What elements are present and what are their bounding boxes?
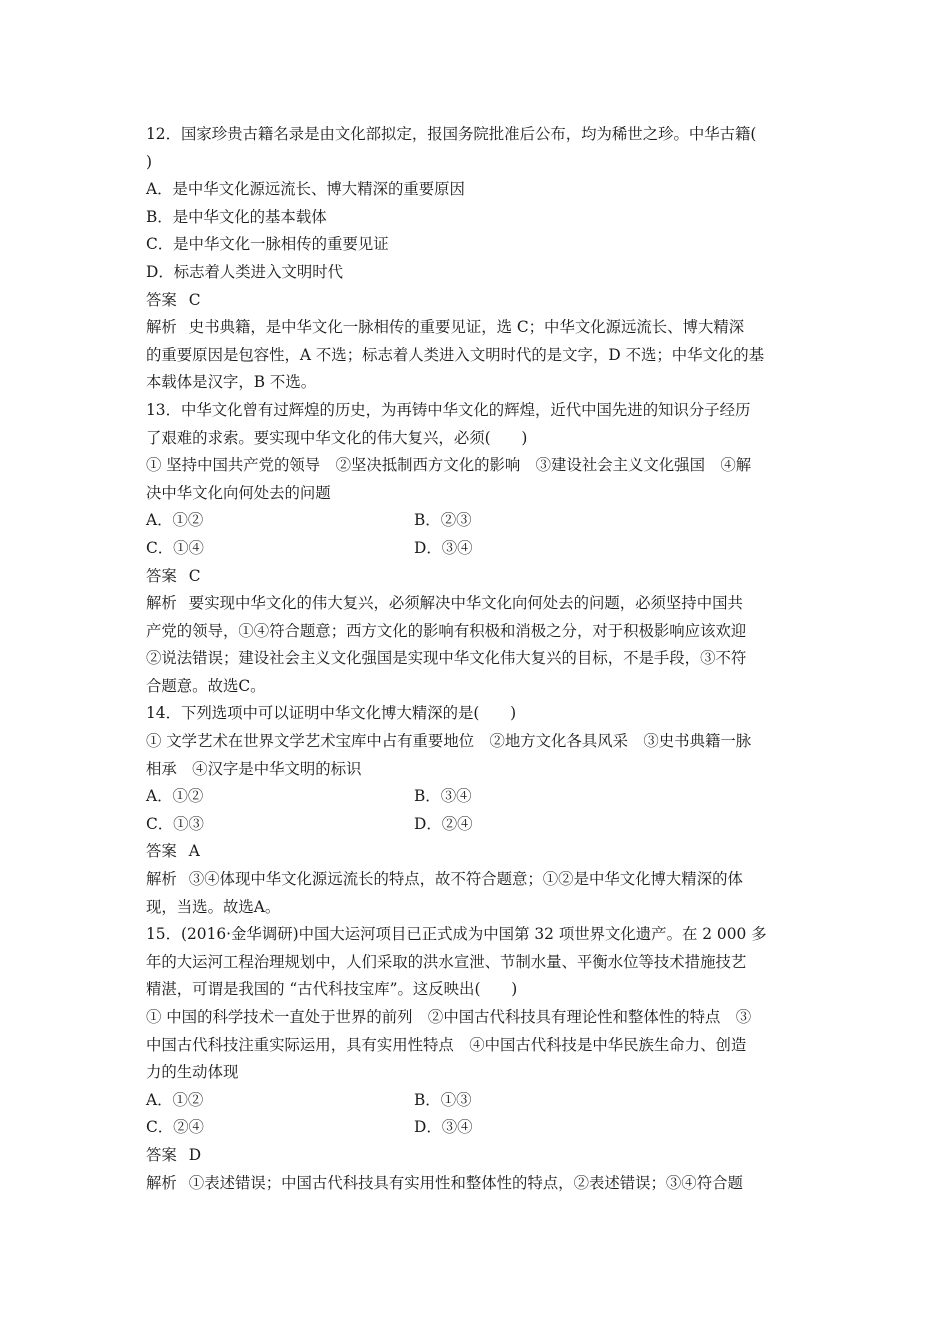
q14-answer: [146, 838, 810, 866]
q12-option-d: D．标志着人类进入文明时代: [146, 262, 344, 281]
q15-options-row-1: [146, 1087, 810, 1115]
q15-option-b: B．①③: [414, 1090, 472, 1109]
q12-stem-line-2: ): [146, 152, 153, 171]
answer-label: 答案: [146, 1145, 177, 1164]
q13-option-a: A．①②: [146, 511, 204, 530]
q12-stem-line-1: 12．国家珍贵古籍名录是由文化部拟定，报国务院批准后公布，均为稀世之珍。中华古籍(: [146, 125, 757, 143]
q14-options-row-2: [146, 811, 810, 839]
q13-stem-line-2: 了艰难的求索。要实现中华文化的伟大复兴，必须( ): [146, 428, 528, 447]
analysis-label: 解析: [146, 870, 177, 889]
answer-value: C: [188, 566, 201, 585]
q13-options-row-2: [146, 535, 810, 563]
answer-label: 答案: [146, 290, 177, 309]
q14-analysis-line-1: [146, 866, 810, 894]
q13-option-d: D．③④: [414, 538, 473, 557]
q14-items-line-1: ① 文学艺术在世界文学艺术宝库中占有重要地位 ②地方文化各具风采 ③史书典籍一脉: [146, 732, 752, 751]
q15-items-line-3: 力的生动体现: [146, 1063, 239, 1082]
q12-option-c: C．是中华文化一脉相传的重要见证: [146, 235, 389, 254]
q14-options-row-1: [146, 783, 810, 811]
q12-analysis-line-1: [146, 314, 810, 342]
q15-answer: [146, 1142, 810, 1170]
answer-value: C: [188, 290, 201, 309]
q13-analysis-line-3: ②说法错误；建设社会主义文化强国是实现中华文化伟大复兴的目标，不是手段，③不符: [146, 649, 747, 668]
q12-answer: [146, 287, 810, 315]
q14-items-line-2: 相承 ④汉字是中华文明的标识: [146, 759, 362, 778]
answer-label: 答案: [146, 566, 177, 585]
q15-options-row-2: [146, 1114, 810, 1142]
answer-value: A: [188, 842, 200, 861]
q13-options-row-1: [146, 507, 810, 535]
q12-option-b: B．是中华文化的基本载体: [146, 207, 327, 226]
q15-items-line-2: 中国古代科技注重实际运用，具有实用性特点 ④中国古代科技是中华民族生命力、创造: [146, 1035, 747, 1054]
analysis-label: 解析: [146, 318, 177, 337]
q15-stem-line-1: 15．(2016·金华调研)中国大运河项目已正式成为中国第 32 项世界文化遗产。在 2 000 多: [146, 925, 767, 944]
answer-value: D: [188, 1145, 202, 1164]
q15-analysis-line-1: [146, 1170, 810, 1198]
q14-option-d: D．②④: [414, 814, 473, 833]
q13-option-c: C．①④: [146, 538, 204, 557]
q13-items-line-1: ① 坚持中国共产党的领导 ②坚决抵制西方文化的影响 ③建设社会主义文化强国 ④解: [146, 456, 752, 475]
q14-option-c: C．①③: [146, 814, 204, 833]
q13-analysis-line-4: 合题意。故选C。: [146, 676, 266, 695]
q15-stem-line-2: 年的大运河工程治理规划中，人们采取的洪水宣泄、节制水量、平衡水位等技术措施技艺: [146, 952, 747, 971]
q14-analysis-line-2: 现，当选。故选A。: [146, 897, 281, 916]
q13-option-b: B．②③: [414, 511, 472, 530]
q13-answer: [146, 563, 810, 591]
q13-analysis-line-2: 产党的领导，①④符合题意；西方文化的影响有积极和消极之分，对于积极影响应该欢迎: [146, 621, 747, 640]
q13-analysis-line-1: [146, 590, 810, 618]
q14-option-b: B．③④: [414, 787, 472, 806]
q15-stem-line-3: 精湛，可谓是我国的 “古代科技宝库”。这反映出( ): [146, 980, 518, 999]
q15-items-line-1: ① 中国的科学技术一直处于世界的前列 ②中国古代科技具有理论性和整体性的特点 ③: [146, 1008, 752, 1026]
analysis-text: ①表述错误；中国古代科技具有实用性和整体性的特点，②表述错误；③④符合题: [188, 1173, 743, 1192]
q13-items-line-2: 决中华文化向何处去的问题: [146, 483, 331, 502]
q13-stem-line-1: 13．中华文化曾有过辉煌的历史，为再铸中华文化的辉煌，近代中国先进的知识分子经历: [146, 400, 751, 419]
q15-option-d: D．③④: [414, 1118, 473, 1137]
analysis-text: 史书典籍，是中华文化一脉相传的重要见证，选 C；中华文化源远流长、博大精深: [188, 318, 745, 337]
analysis-label: 解析: [146, 1173, 177, 1192]
document-page: [146, 121, 810, 1197]
answer-label: 答案: [146, 842, 177, 861]
analysis-label: 解析: [146, 594, 177, 613]
analysis-text: ③④体现中华文化源远流长的特点，故不符合题意；①②是中华文化博大精深的体: [188, 870, 743, 889]
q14-stem-line-1: 14．下列选项中可以证明中华文化博大精深的是( ): [146, 704, 517, 723]
q12-analysis-line-2: 的重要原因是包容性，A 不选；标志着人类进入文明时代的是文字，D 不选；中华文化的基: [146, 345, 765, 364]
q15-option-c: C．②④: [146, 1118, 204, 1137]
q14-option-a: A．①②: [146, 787, 204, 806]
q12-option-a: A．是中华文化源远流长、博大精深的重要原因: [146, 180, 465, 199]
q12-analysis-line-3: 本载体是汉字，B 不选。: [146, 373, 317, 392]
q15-option-a: A．①②: [146, 1090, 204, 1109]
analysis-text: 要实现中华文化的伟大复兴，必须解决中华文化向何处去的问题，必须坚持中国共: [188, 594, 743, 613]
